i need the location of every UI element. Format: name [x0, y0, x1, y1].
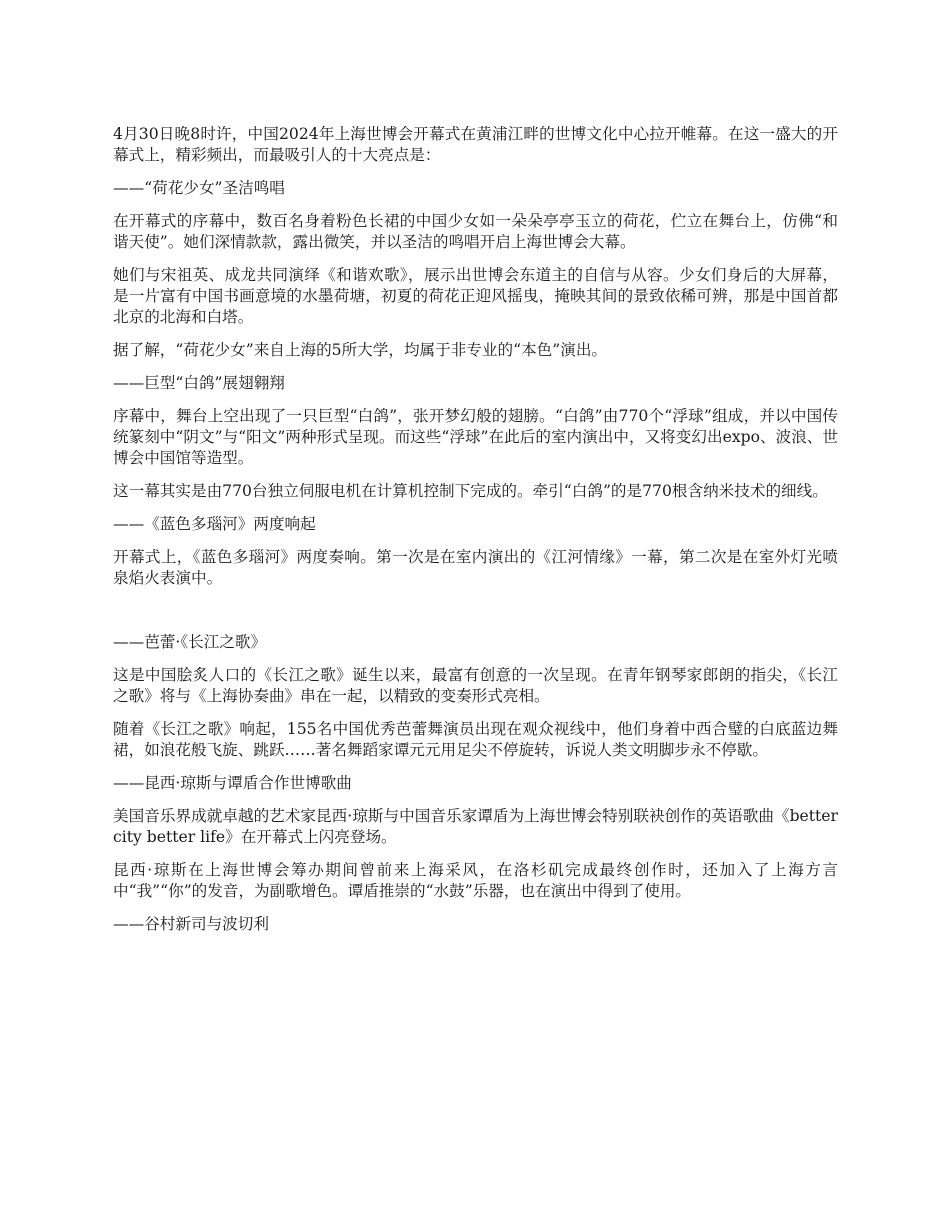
- paragraph: 昆西·琼斯在上海世博会筹办期间曾前来上海采风，在洛杉矶完成最终创作时，还加入了上海方言中“我”“你”的发音，为副歌增色。谭盾推崇的“水鼓”乐器，也在演出中得到了使用。: [113, 861, 838, 900]
- document-body: [113, 124, 838, 947]
- paragraph: 序幕中，舞台上空出现了一只巨型“白鸽”，张开梦幻般的翅膀。“白鸽”由770个“浮球”组成，并以中国传统篆刻中“阴文”与“阳文”两种形式呈现。而这些“浮球”在此后的室内演出中，又将变幻出expo、波浪、世博会中国馆等造型。: [113, 407, 838, 467]
- paragraph: 这是中国脍炙人口的《长江之歌》诞生以来，最富有创意的一次呈现。在青年钢琴家郎朗的指尖，《长江之歌》将与《上海协奏曲》串在一起，以精致的变奏形式亮相。: [113, 666, 838, 705]
- section-heading-quincy-jones: ——昆西·琼斯与谭盾合作世博歌曲: [113, 774, 352, 792]
- paragraph: 据了解，“荷花少女”来自上海的5所大学，均属于非专业的“本色”演出。: [113, 341, 608, 359]
- paragraph: 在开幕式的序幕中，数百名身着粉色长裙的中国少女如一朵朵亭亭玉立的荷花，伫立在舞台上，仿佛“和谐天使”。她们深情款款，露出微笑，并以圣洁的鸣唱开启上海世博会大幕。: [113, 212, 838, 251]
- intro-paragraph: 4月30日晚8时许，中国2024年上海世博会开幕式在黄浦江畔的世博文化中心拉开帷幕。在这一盛大的开幕式上，精彩频出，而最吸引人的十大亮点是：: [113, 125, 838, 164]
- paragraph: 开幕式上，《蓝色多瑙河》两度奏响。第一次是在室内演出的《江河情缘》一幕，第二次是在室外灯光喷泉焰火表演中。: [113, 548, 838, 587]
- section-heading-blue-danube: ——《蓝色多瑙河》两度响起: [113, 515, 316, 533]
- paragraph: 美国音乐界成就卓越的艺术家昆西·琼斯与中国音乐家谭盾为上海世博会特别联袂创作的英语歌曲《better city better life》在开幕式上闪亮登场。: [113, 807, 838, 846]
- section-heading-white-dove: ——巨型“白鸽”展翅翱翔: [113, 374, 285, 392]
- section-heading-tanimura-bocelli: ——谷村新司与波切利: [113, 915, 269, 933]
- section-heading-ballet: ——芭蕾·《长江之歌》: [113, 633, 267, 651]
- paragraph: 她们与宋祖英、成龙共同演绎《和谐欢歌》，展示出世博会东道主的自信与从容。少女们身后的大屏幕，是一片富有中国书画意境的水墨荷塘，初夏的荷花正迎风摇曳，掩映其间的景致依稀可辨，那是中国首都北京的北海和白塔。: [113, 266, 838, 326]
- section-heading-lotus-girls: ——“荷花少女”圣洁鸣唱: [113, 179, 285, 197]
- paragraph: 这一幕其实是由770台独立伺服电机在计算机控制下完成的。牵引“白鸽”的是770根含纳米技术的细线。: [113, 482, 828, 500]
- paragraph: 随着《长江之歌》响起，155名中国优秀芭蕾舞演员出现在观众视线中，他们身着中西合璧的白底蓝边舞裙，如浪花般飞旋、跳跃……著名舞蹈家谭元元用足尖不停旋转，诉说人类文明脚步永不停歇。: [113, 720, 838, 759]
